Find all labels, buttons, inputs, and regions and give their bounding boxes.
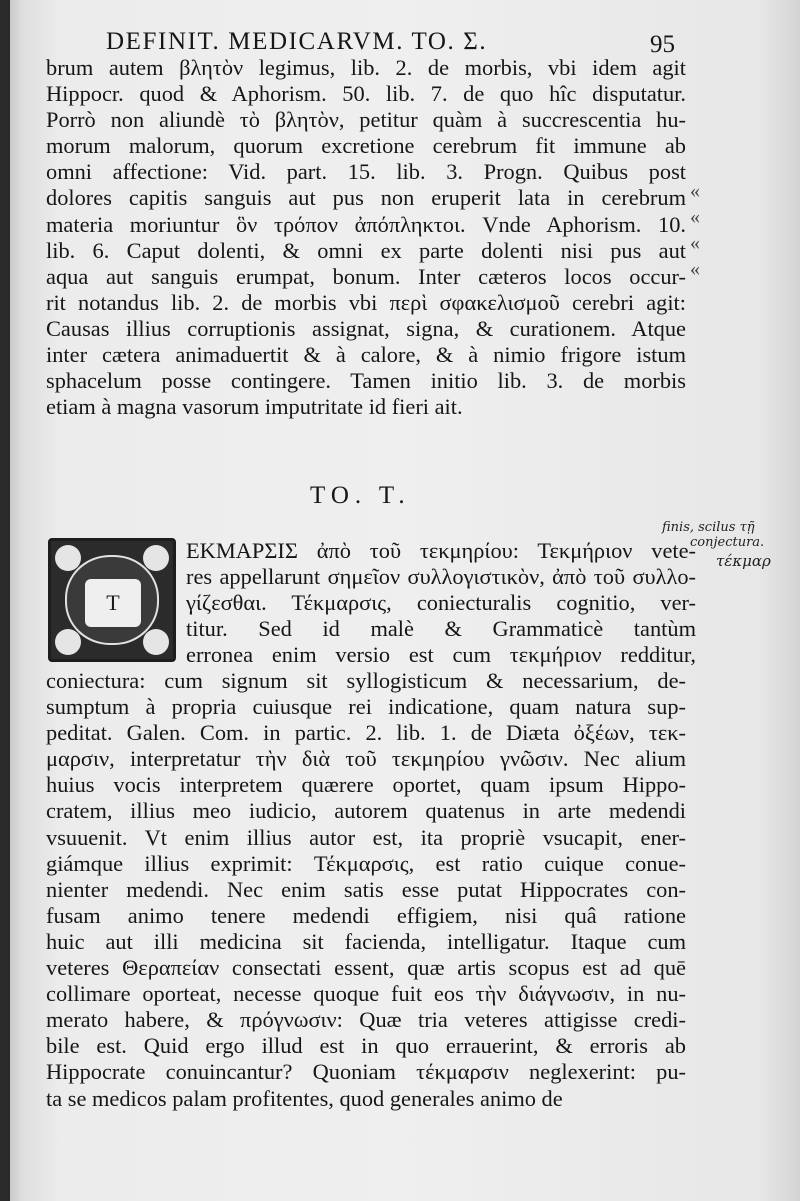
text-line: ΕΚΜΑΡΣΙΣ ἀπὸ τοῦ τεκμηρίου: Τεκμήριον vete- xyxy=(186,538,696,563)
marginal-quote-mark: « xyxy=(690,232,700,254)
text-line: rit notandus lib. 2. de morbis vbi περὶ σφακελισμοῦ cerebri agit: xyxy=(46,289,686,315)
text-line: cratem, illius meo iudicio, autorem quatenus in arte medendi xyxy=(46,798,686,824)
paragraph-1 xyxy=(46,55,686,420)
text-line: collimare oporteat, necesse quoque fuit eos τὴν διάγνωσιν, in nu- xyxy=(46,981,686,1007)
text-line: Hippocrate conuincantur? Quoniam τέκμαρσιν neglexerint: pu- xyxy=(46,1059,686,1085)
initial-letter: T xyxy=(85,579,141,627)
text-line: μαρσιν, interpretatur τὴν διὰ τοῦ τεκμηρίου γνῶσιν. Nec alium xyxy=(46,746,686,772)
text-line: coniectura: cum signum sit syllogisticum & necessarium, de- xyxy=(46,668,686,693)
text-line: aqua aut sanguis erumpat, bonum. Inter cæteros locos occur- xyxy=(46,263,686,289)
handwritten-annotation: τέκμαρ xyxy=(716,552,771,570)
ornament-flourish-icon xyxy=(55,545,81,571)
section-heading: TO. T. xyxy=(310,482,411,509)
text-line: huius vocis interpretem quærere oportet, quam ipsum Hippo- xyxy=(46,772,686,798)
text-line: etiam à magna vasorum imputritate id fieri ait. xyxy=(46,394,463,420)
text-line: nienter medendi. Nec enim satis esse putat Hippocrates con- xyxy=(46,876,686,902)
text-line: vsuuenit. Vt enim illius autor est, ita propriè vsucapit, ener- xyxy=(46,824,686,850)
text-line: giámque illius exprimit: Τέκμαρσις, est ratio cuique conue- xyxy=(46,850,686,876)
text-line: sumptum à propria cuiusque rei indicatione, quam natura sup- xyxy=(46,694,686,720)
text-line: Hippocr. quod & Aphorism. 50. lib. 7. de quo hîc disputatur. xyxy=(46,81,686,107)
ornament-flourish-icon xyxy=(143,545,169,571)
text-line: fusam animo tenere medendi effigiem, nisi quâ ratione xyxy=(46,902,686,928)
ornament-flourish-icon xyxy=(55,629,81,655)
paragraph-2 xyxy=(46,668,686,1112)
text-line: sphacelum posse contingere. Tamen initio lib. 3. de morbis xyxy=(46,368,686,394)
marginal-quote-mark: « xyxy=(690,180,700,202)
text-line: ta se medicos palam profitentes, quod generales animo de xyxy=(46,1085,563,1111)
page-number: 95 xyxy=(650,31,675,58)
ornament-flourish-icon xyxy=(143,629,169,655)
handwritten-annotation: finis, scilus τῇ xyxy=(662,520,755,535)
text-line: erronea enim versio est cum τεκμήριον redditur, xyxy=(186,642,696,668)
text-line: veteres Θεραπείαν consectati essent, quæ artis scopus est ad quē xyxy=(46,955,686,981)
text-line: huic aut illi medicina sit facienda, intelligatur. Itaque cum xyxy=(46,928,686,954)
text-line: γίζεσθαι. Τέκμαρσις, coniecturalis cognitio, ver- xyxy=(186,590,696,616)
running-head: DEFINIT. MEDICARVM. TO. Σ. xyxy=(106,28,488,55)
text-line: titur. Sed id malè & Grammaticè tantùm xyxy=(186,616,696,642)
text-line: res appellarunt σημεῖον συλλογιστικὸν, ἀπὸ τοῦ συλλο- xyxy=(186,564,696,590)
marginal-quote-mark: « xyxy=(690,258,700,280)
text-line: Porrò non aliundè τὸ βλητὸν, petitur quàm à succrescentia hu- xyxy=(46,107,686,133)
decorated-initial xyxy=(48,538,176,662)
paragraph-2-opening xyxy=(186,538,696,668)
text-line: lib. 6. Caput dolenti, & omni ex parte dolenti nisi pus aut xyxy=(46,237,686,263)
text-line: Causas illius corruptionis assignat, signa, & curationem. Atque xyxy=(46,315,686,341)
text-line: materia moriuntur ὃν τρόπον ἀπόπληκτοι. Vnde Aphorism. 10. xyxy=(46,211,686,237)
text-line: bile est. Quid ergo illud est in quo errauerint, & erroris ab xyxy=(46,1033,686,1059)
text-line: dolores capitis sanguis aut pus non eruperit lata in cerebrum xyxy=(46,185,686,211)
text-line: merato habere, & πρόγνωσιν: Quæ tria veteres attigisse credi- xyxy=(46,1007,686,1033)
text-line: peditat. Galen. Com. in partic. 2. lib. 1. de Diæta ὀξέων, τεκ- xyxy=(46,720,686,746)
text-line: omni affectione: Vid. part. 15. lib. 3. Progn. Quibus post xyxy=(46,159,686,185)
handwritten-annotation: conjectura. xyxy=(690,535,765,550)
marginal-quote-mark: « xyxy=(690,206,700,228)
text-line: brum autem βλητὸν legimus, lib. 2. de morbis, vbi idem agit xyxy=(46,55,686,80)
text-line: morum malorum, quorum excretione cerebrum fit immune ab xyxy=(46,133,686,159)
text-line: inter cætera animaduertit & à calore, & à nimio frigore istum xyxy=(46,342,686,368)
